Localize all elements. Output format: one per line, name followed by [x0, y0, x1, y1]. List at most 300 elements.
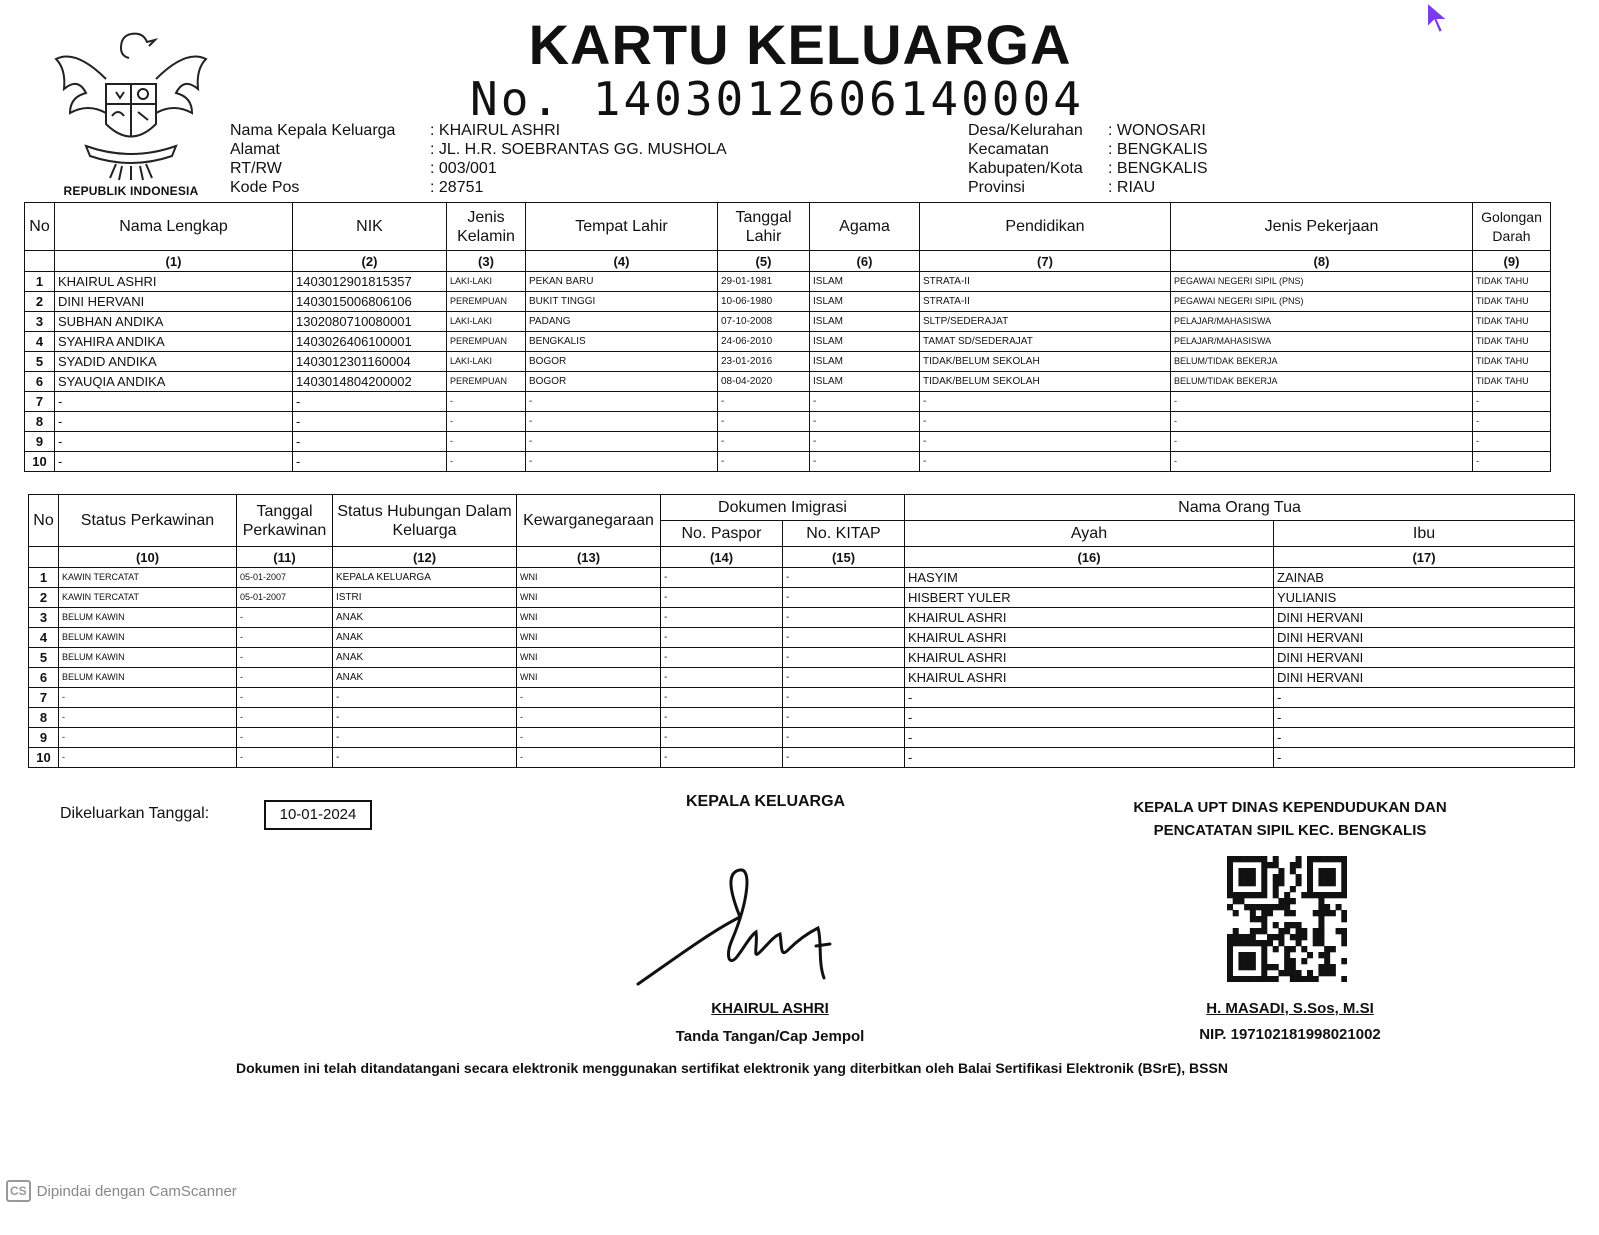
cell-ayah: - [905, 708, 1274, 728]
info-label: Provinsi [968, 179, 1025, 196]
cell-no-paspor: - [661, 728, 783, 748]
cell-no-kitap: - [783, 648, 905, 668]
signature-caption: Tanda Tangan/Cap Jempol [675, 1028, 865, 1045]
cell-jenis-pekerjaan: BELUM/TIDAK BEKERJA [1171, 352, 1473, 372]
header-tanggal-lahir: Tanggal Lahir [718, 203, 810, 251]
family-members-table [24, 202, 1551, 472]
cell-ibu: - [1274, 708, 1575, 728]
table-row [29, 608, 1575, 628]
cell-ayah: HISBERT YULER [905, 588, 1274, 608]
cell-nama-lengkap: KHAIRUL ASHRI [55, 272, 293, 292]
cell-no: 8 [29, 708, 59, 728]
cell-golongan-darah: - [1473, 392, 1551, 412]
cell-status-hubungan: ISTRI [333, 588, 517, 608]
cell-no-paspor: - [661, 668, 783, 688]
cell-no: 4 [25, 332, 55, 352]
cell-kewarganegaraan: - [517, 748, 661, 768]
table-row [25, 312, 1551, 332]
cell-jenis-kelamin: PEREMPUAN [447, 332, 526, 352]
cell-ibu: YULIANIS [1274, 588, 1575, 608]
cell-tempat-lahir: - [526, 412, 718, 432]
cell-status-perkawinan: BELUM KAWIN [59, 608, 237, 628]
cell-no: 9 [29, 728, 59, 748]
info-value: : 28751 [430, 179, 484, 196]
cell-pendidikan: - [920, 432, 1171, 452]
cell-status-perkawinan: KAWIN TERCATAT [59, 568, 237, 588]
header-nik: NIK [293, 203, 447, 251]
cell-pendidikan: TIDAK/BELUM SEKOLAH [920, 372, 1171, 392]
column-number: (12) [333, 547, 517, 568]
garuda-emblem-icon [46, 24, 216, 196]
cell-jenis-pekerjaan: PEGAWAI NEGERI SIPIL (PNS) [1171, 292, 1473, 312]
emblem-label: REPUBLIK INDONESIA [63, 184, 199, 198]
cell-agama: ISLAM [810, 352, 920, 372]
cell-ibu: DINI HERVANI [1274, 628, 1575, 648]
cell-tanggal-lahir: 29-01-1981 [718, 272, 810, 292]
cell-tanggal-perkawinan: - [237, 708, 333, 728]
official-title-line: KEPALA UPT DINAS KEPENDUDUKAN DAN [1133, 799, 1447, 816]
cell-golongan-darah: - [1473, 412, 1551, 432]
cell-no: 2 [29, 588, 59, 608]
header-number-blank [25, 251, 55, 272]
cell-jenis-kelamin: - [447, 432, 526, 452]
cell-pendidikan: TIDAK/BELUM SEKOLAH [920, 352, 1171, 372]
cell-no: 9 [25, 432, 55, 452]
cell-no: 3 [29, 608, 59, 628]
cell-status-hubungan: ANAK [333, 628, 517, 648]
cell-jenis-kelamin: - [447, 412, 526, 432]
cell-no: 7 [29, 688, 59, 708]
cell-golongan-darah: - [1473, 452, 1551, 472]
scanner-watermark [6, 1180, 237, 1202]
cell-ibu: - [1274, 748, 1575, 768]
cell-tempat-lahir: BENGKALIS [526, 332, 718, 352]
cell-kewarganegaraan: - [517, 688, 661, 708]
info-row [968, 121, 1208, 140]
cell-status-perkawinan: - [59, 708, 237, 728]
cell-jenis-kelamin: PEREMPUAN [447, 292, 526, 312]
info-label: Nama Kepala Keluarga [230, 122, 396, 139]
cell-no: 7 [25, 392, 55, 412]
column-number: (16) [905, 547, 1274, 568]
cell-golongan-darah: - [1473, 432, 1551, 452]
cell-tanggal-lahir: 23-01-2016 [718, 352, 810, 372]
cell-nama-lengkap: SYAHIRA ANDIKA [55, 332, 293, 352]
cell-jenis-pekerjaan: PELAJAR/MAHASISWA [1171, 332, 1473, 352]
cell-nik: 1403014804200002 [293, 372, 447, 392]
column-number: (3) [447, 251, 526, 272]
household-info-left [230, 121, 727, 197]
cell-no-kitap: - [783, 668, 905, 688]
cell-jenis-kelamin: PEREMPUAN [447, 372, 526, 392]
cell-nama-lengkap: - [55, 452, 293, 472]
cell-ayah: - [905, 728, 1274, 748]
header-tanggal-perkawinan: Tanggal Perkawinan [237, 495, 333, 547]
column-number: (14) [661, 547, 783, 568]
header-no-kitap: No. KITAP [783, 521, 905, 547]
info-value: : RIAU [1108, 179, 1156, 196]
cell-tempat-lahir: BOGOR [526, 372, 718, 392]
cell-no-paspor: - [661, 628, 783, 648]
cell-golongan-darah: TIDAK TAHU [1473, 292, 1551, 312]
header-nama-orang-tua: Nama Orang Tua [905, 495, 1575, 521]
cell-no-kitap: - [783, 688, 905, 708]
cell-status-hubungan: - [333, 708, 517, 728]
cell-kewarganegaraan: WNI [517, 628, 661, 648]
info-row [230, 140, 727, 159]
cell-no: 10 [29, 748, 59, 768]
cell-jenis-kelamin: LAKI-LAKI [447, 312, 526, 332]
cell-kewarganegaraan: WNI [517, 588, 661, 608]
cell-kewarganegaraan: - [517, 708, 661, 728]
column-number: (8) [1171, 251, 1473, 272]
scanner-text: Dipindai dengan CamScanner [36, 1182, 237, 1200]
table-row [29, 728, 1575, 748]
household-head-title: KEPALA KELUARGA [686, 793, 846, 810]
cell-ayah: - [905, 748, 1274, 768]
official-title-line: PENCATATAN SIPIL KEC. BENGKALIS [1153, 822, 1427, 839]
cell-tanggal-perkawinan: - [237, 648, 333, 668]
cell-status-hubungan: - [333, 748, 517, 768]
cell-tanggal-perkawinan: 05-01-2007 [237, 588, 333, 608]
column-number: (13) [517, 547, 661, 568]
document-number: No. 1403012606140004 [470, 72, 1084, 126]
header-no: No [25, 203, 55, 251]
cell-ayah: HASYIM [905, 568, 1274, 588]
cell-pendidikan: STRATA-II [920, 292, 1171, 312]
cell-tanggal-lahir: 08-04-2020 [718, 372, 810, 392]
cell-no: 1 [29, 568, 59, 588]
header-nama-lengkap: Nama Lengkap [55, 203, 293, 251]
cell-tanggal-perkawinan: 05-01-2007 [237, 568, 333, 588]
cell-agama: - [810, 412, 920, 432]
column-number: (10) [59, 547, 237, 568]
column-number: (4) [526, 251, 718, 272]
camscanner-logo-icon: CS [6, 1180, 31, 1202]
cell-kewarganegaraan: WNI [517, 648, 661, 668]
cell-pendidikan: SLTP/SEDERAJAT [920, 312, 1171, 332]
issued-date-label: Dikeluarkan Tanggal: [60, 805, 210, 822]
cell-no: 5 [25, 352, 55, 372]
cell-jenis-kelamin: LAKI-LAKI [447, 272, 526, 292]
cell-tanggal-perkawinan: - [237, 728, 333, 748]
cell-no: 6 [25, 372, 55, 392]
cell-nik: 1403012901815357 [293, 272, 447, 292]
info-row [968, 159, 1208, 178]
signature-image [630, 862, 840, 992]
cell-tanggal-lahir: 10-06-1980 [718, 292, 810, 312]
column-number: (15) [783, 547, 905, 568]
official-name: H. MASADI, S.Sos, M.SI [1206, 1000, 1374, 1017]
info-value: : KHAIRUL ASHRI [430, 122, 561, 139]
family-status-table [28, 494, 1575, 768]
cell-tanggal-perkawinan: - [237, 748, 333, 768]
cell-status-hubungan: ANAK [333, 668, 517, 688]
issued-date-value: 10-01-2024 [264, 800, 372, 830]
cell-no-paspor: - [661, 568, 783, 588]
cell-nama-lengkap: SYAUQIA ANDIKA [55, 372, 293, 392]
cell-tanggal-perkawinan: - [237, 628, 333, 648]
table-row [25, 292, 1551, 312]
cell-no: 2 [25, 292, 55, 312]
cell-no: 8 [25, 412, 55, 432]
cell-tempat-lahir: - [526, 392, 718, 412]
cell-no: 5 [29, 648, 59, 668]
cell-jenis-pekerjaan: - [1171, 432, 1473, 452]
column-number: (6) [810, 251, 920, 272]
cell-pendidikan: - [920, 412, 1171, 432]
column-number: (2) [293, 251, 447, 272]
cell-tanggal-lahir: - [718, 432, 810, 452]
header-golongan-darah: Golongan Darah [1473, 203, 1551, 251]
column-number: (9) [1473, 251, 1551, 272]
cell-pendidikan: TAMAT SD/SEDERAJAT [920, 332, 1171, 352]
info-value: : BENGKALIS [1108, 141, 1208, 158]
table-row [29, 748, 1575, 768]
cell-nama-lengkap: SYADID ANDIKA [55, 352, 293, 372]
cell-no-paspor: - [661, 688, 783, 708]
cell-ayah: KHAIRUL ASHRI [905, 628, 1274, 648]
cell-kewarganegaraan: WNI [517, 568, 661, 588]
cell-ibu: ZAINAB [1274, 568, 1575, 588]
column-number: (5) [718, 251, 810, 272]
cell-tanggal-lahir: - [718, 412, 810, 432]
table-row [25, 452, 1551, 472]
cell-tanggal-perkawinan: - [237, 668, 333, 688]
cell-tanggal-lahir: - [718, 452, 810, 472]
cell-nik: - [293, 452, 447, 472]
cell-ibu: DINI HERVANI [1274, 608, 1575, 628]
cell-agama: ISLAM [810, 332, 920, 352]
cell-nama-lengkap: - [55, 412, 293, 432]
cell-agama: ISLAM [810, 312, 920, 332]
header-agama: Agama [810, 203, 920, 251]
cell-status-perkawinan: BELUM KAWIN [59, 628, 237, 648]
cell-status-perkawinan: BELUM KAWIN [59, 668, 237, 688]
cell-tempat-lahir: - [526, 432, 718, 452]
cell-ibu: DINI HERVANI [1274, 668, 1575, 688]
column-number: (1) [55, 251, 293, 272]
cell-no-kitap: - [783, 588, 905, 608]
cell-status-perkawinan: KAWIN TERCATAT [59, 588, 237, 608]
cell-no: 10 [25, 452, 55, 472]
mouse-cursor-icon [1424, 0, 1454, 36]
cell-golongan-darah: TIDAK TAHU [1473, 272, 1551, 292]
cell-ayah: KHAIRUL ASHRI [905, 608, 1274, 628]
cell-tanggal-lahir: 24-06-2010 [718, 332, 810, 352]
table-row [25, 392, 1551, 412]
info-row [230, 159, 727, 178]
table-row [29, 688, 1575, 708]
header-tempat-lahir: Tempat Lahir [526, 203, 718, 251]
cell-agama: ISLAM [810, 372, 920, 392]
cell-kewarganegaraan: WNI [517, 668, 661, 688]
cell-no: 3 [25, 312, 55, 332]
cell-agama: - [810, 452, 920, 472]
header-dokumen-imigrasi: Dokumen Imigrasi [661, 495, 905, 521]
cell-no-kitap: - [783, 608, 905, 628]
cell-jenis-pekerjaan: PEGAWAI NEGERI SIPIL (PNS) [1171, 272, 1473, 292]
cell-status-perkawinan: - [59, 748, 237, 768]
cell-ayah: KHAIRUL ASHRI [905, 668, 1274, 688]
cell-tanggal-lahir: 07-10-2008 [718, 312, 810, 332]
cell-tempat-lahir: BOGOR [526, 352, 718, 372]
cell-nik: 1403026406100001 [293, 332, 447, 352]
cell-jenis-pekerjaan: BELUM/TIDAK BEKERJA [1171, 372, 1473, 392]
cell-tanggal-perkawinan: - [237, 608, 333, 628]
cell-ayah: - [905, 688, 1274, 708]
household-head-name: KHAIRUL ASHRI [711, 1000, 829, 1017]
column-number: (11) [237, 547, 333, 568]
table-row [29, 588, 1575, 608]
cell-no-paspor: - [661, 608, 783, 628]
cell-status-hubungan: - [333, 688, 517, 708]
cell-nik: 1403012301160004 [293, 352, 447, 372]
column-number: (17) [1274, 547, 1575, 568]
cell-golongan-darah: TIDAK TAHU [1473, 312, 1551, 332]
cell-no: 6 [29, 668, 59, 688]
header-jenis-kelamin: Jenis Kelamin [447, 203, 526, 251]
cell-pendidikan: STRATA-II [920, 272, 1171, 292]
qr-code-icon [1227, 856, 1347, 982]
info-row [230, 121, 727, 140]
info-row [968, 178, 1208, 197]
cell-status-perkawinan: BELUM KAWIN [59, 648, 237, 668]
info-value: : WONOSARI [1108, 122, 1206, 139]
info-label: Desa/Kelurahan [968, 122, 1083, 139]
cell-nama-lengkap: DINI HERVANI [55, 292, 293, 312]
cell-agama: ISLAM [810, 292, 920, 312]
header-kewarganegaraan: Kewarganegaraan [517, 495, 661, 547]
cell-kewarganegaraan: WNI [517, 608, 661, 628]
header-no: No [29, 495, 59, 547]
table-row [25, 432, 1551, 452]
cell-status-hubungan: ANAK [333, 608, 517, 628]
cell-tempat-lahir: - [526, 452, 718, 472]
family-status-body [29, 568, 1575, 768]
cell-jenis-pekerjaan: - [1171, 392, 1473, 412]
cell-pendidikan: - [920, 452, 1171, 472]
cell-no-paspor: - [661, 588, 783, 608]
cell-status-perkawinan: - [59, 688, 237, 708]
cell-tempat-lahir: PADANG [526, 312, 718, 332]
cell-golongan-darah: TIDAK TAHU [1473, 352, 1551, 372]
cell-agama: ISLAM [810, 272, 920, 292]
cell-jenis-kelamin: LAKI-LAKI [447, 352, 526, 372]
cell-nama-lengkap: - [55, 392, 293, 412]
cell-jenis-pekerjaan: - [1171, 412, 1473, 432]
cell-jenis-kelamin: - [447, 392, 526, 412]
table-row [25, 352, 1551, 372]
header-jenis-pekerjaan: Jenis Pekerjaan [1171, 203, 1473, 251]
table-row [29, 668, 1575, 688]
cell-ibu: DINI HERVANI [1274, 648, 1575, 668]
header-pendidikan: Pendidikan [920, 203, 1171, 251]
cell-no-paspor: - [661, 648, 783, 668]
info-label: Kabupaten/Kota [968, 160, 1083, 177]
cell-nama-lengkap: SUBHAN ANDIKA [55, 312, 293, 332]
cell-status-hubungan: - [333, 728, 517, 748]
cell-nama-lengkap: - [55, 432, 293, 452]
cell-golongan-darah: TIDAK TAHU [1473, 372, 1551, 392]
cell-agama: - [810, 432, 920, 452]
cell-nik: 1302080710080001 [293, 312, 447, 332]
table-row [25, 272, 1551, 292]
table-row [25, 332, 1551, 352]
header-status-hubungan: Status Hubungan Dalam Keluarga [333, 495, 517, 547]
info-row [230, 178, 727, 197]
info-row [968, 140, 1208, 159]
table-row [29, 568, 1575, 588]
cell-nik: 1403015006806106 [293, 292, 447, 312]
info-label: Kecamatan [968, 141, 1049, 158]
cell-ibu: - [1274, 688, 1575, 708]
household-info-right [968, 121, 1208, 197]
cell-no-kitap: - [783, 708, 905, 728]
cell-jenis-kelamin: - [447, 452, 526, 472]
cell-nik: - [293, 392, 447, 412]
cell-no: 1 [25, 272, 55, 292]
cell-pendidikan: - [920, 392, 1171, 412]
table-row [29, 648, 1575, 668]
table-row [29, 708, 1575, 728]
cell-ayah: KHAIRUL ASHRI [905, 648, 1274, 668]
official-nip: NIP. 197102181998021002 [1199, 1026, 1381, 1043]
electronic-signature-note: Dokumen ini telah ditandatangani secara elektronik menggunakan sertifikat elektronik yang diterbitkan oleh Balai Sertifikasi Elektronik (BSrE), BSSN [236, 1060, 1228, 1076]
column-number: (7) [920, 251, 1171, 272]
info-value: : BENGKALIS [1108, 160, 1208, 177]
cell-golongan-darah: TIDAK TAHU [1473, 332, 1551, 352]
cell-no-kitap: - [783, 628, 905, 648]
cell-kewarganegaraan: - [517, 728, 661, 748]
header-number-blank [29, 547, 59, 568]
info-value: : 003/001 [430, 160, 497, 177]
cell-status-perkawinan: - [59, 728, 237, 748]
cell-status-hubungan: KEPALA KELUARGA [333, 568, 517, 588]
cell-nik: - [293, 412, 447, 432]
cell-agama: - [810, 392, 920, 412]
cell-no-kitap: - [783, 748, 905, 768]
table-row [29, 628, 1575, 648]
cell-no-kitap: - [783, 728, 905, 748]
family-members-body [25, 272, 1551, 472]
cell-tanggal-perkawinan: - [237, 688, 333, 708]
official-title [1100, 796, 1480, 842]
document-title: KARTU KELUARGA [528, 13, 1072, 76]
cell-ibu: - [1274, 728, 1575, 748]
info-label: RT/RW [230, 160, 282, 177]
cell-no-paspor: - [661, 748, 783, 768]
info-value: : JL. H.R. SOEBRANTAS GG. MUSHOLA [430, 141, 727, 158]
cell-tempat-lahir: PEKAN BARU [526, 272, 718, 292]
cell-no-kitap: - [783, 568, 905, 588]
cell-jenis-pekerjaan: - [1171, 452, 1473, 472]
table-row [25, 372, 1551, 392]
cell-nik: - [293, 432, 447, 452]
header-ibu: Ibu [1274, 521, 1575, 547]
cell-no-paspor: - [661, 708, 783, 728]
cell-status-hubungan: ANAK [333, 648, 517, 668]
cell-no: 4 [29, 628, 59, 648]
table-row [25, 412, 1551, 432]
cell-jenis-pekerjaan: PELAJAR/MAHASISWA [1171, 312, 1473, 332]
cell-tempat-lahir: BUKIT TINGGI [526, 292, 718, 312]
header-ayah: Ayah [905, 521, 1274, 547]
cell-tanggal-lahir: - [718, 392, 810, 412]
info-label: Kode Pos [230, 179, 300, 196]
header-no-paspor: No. Paspor [661, 521, 783, 547]
header-status-perkawinan: Status Perkawinan [59, 495, 237, 547]
